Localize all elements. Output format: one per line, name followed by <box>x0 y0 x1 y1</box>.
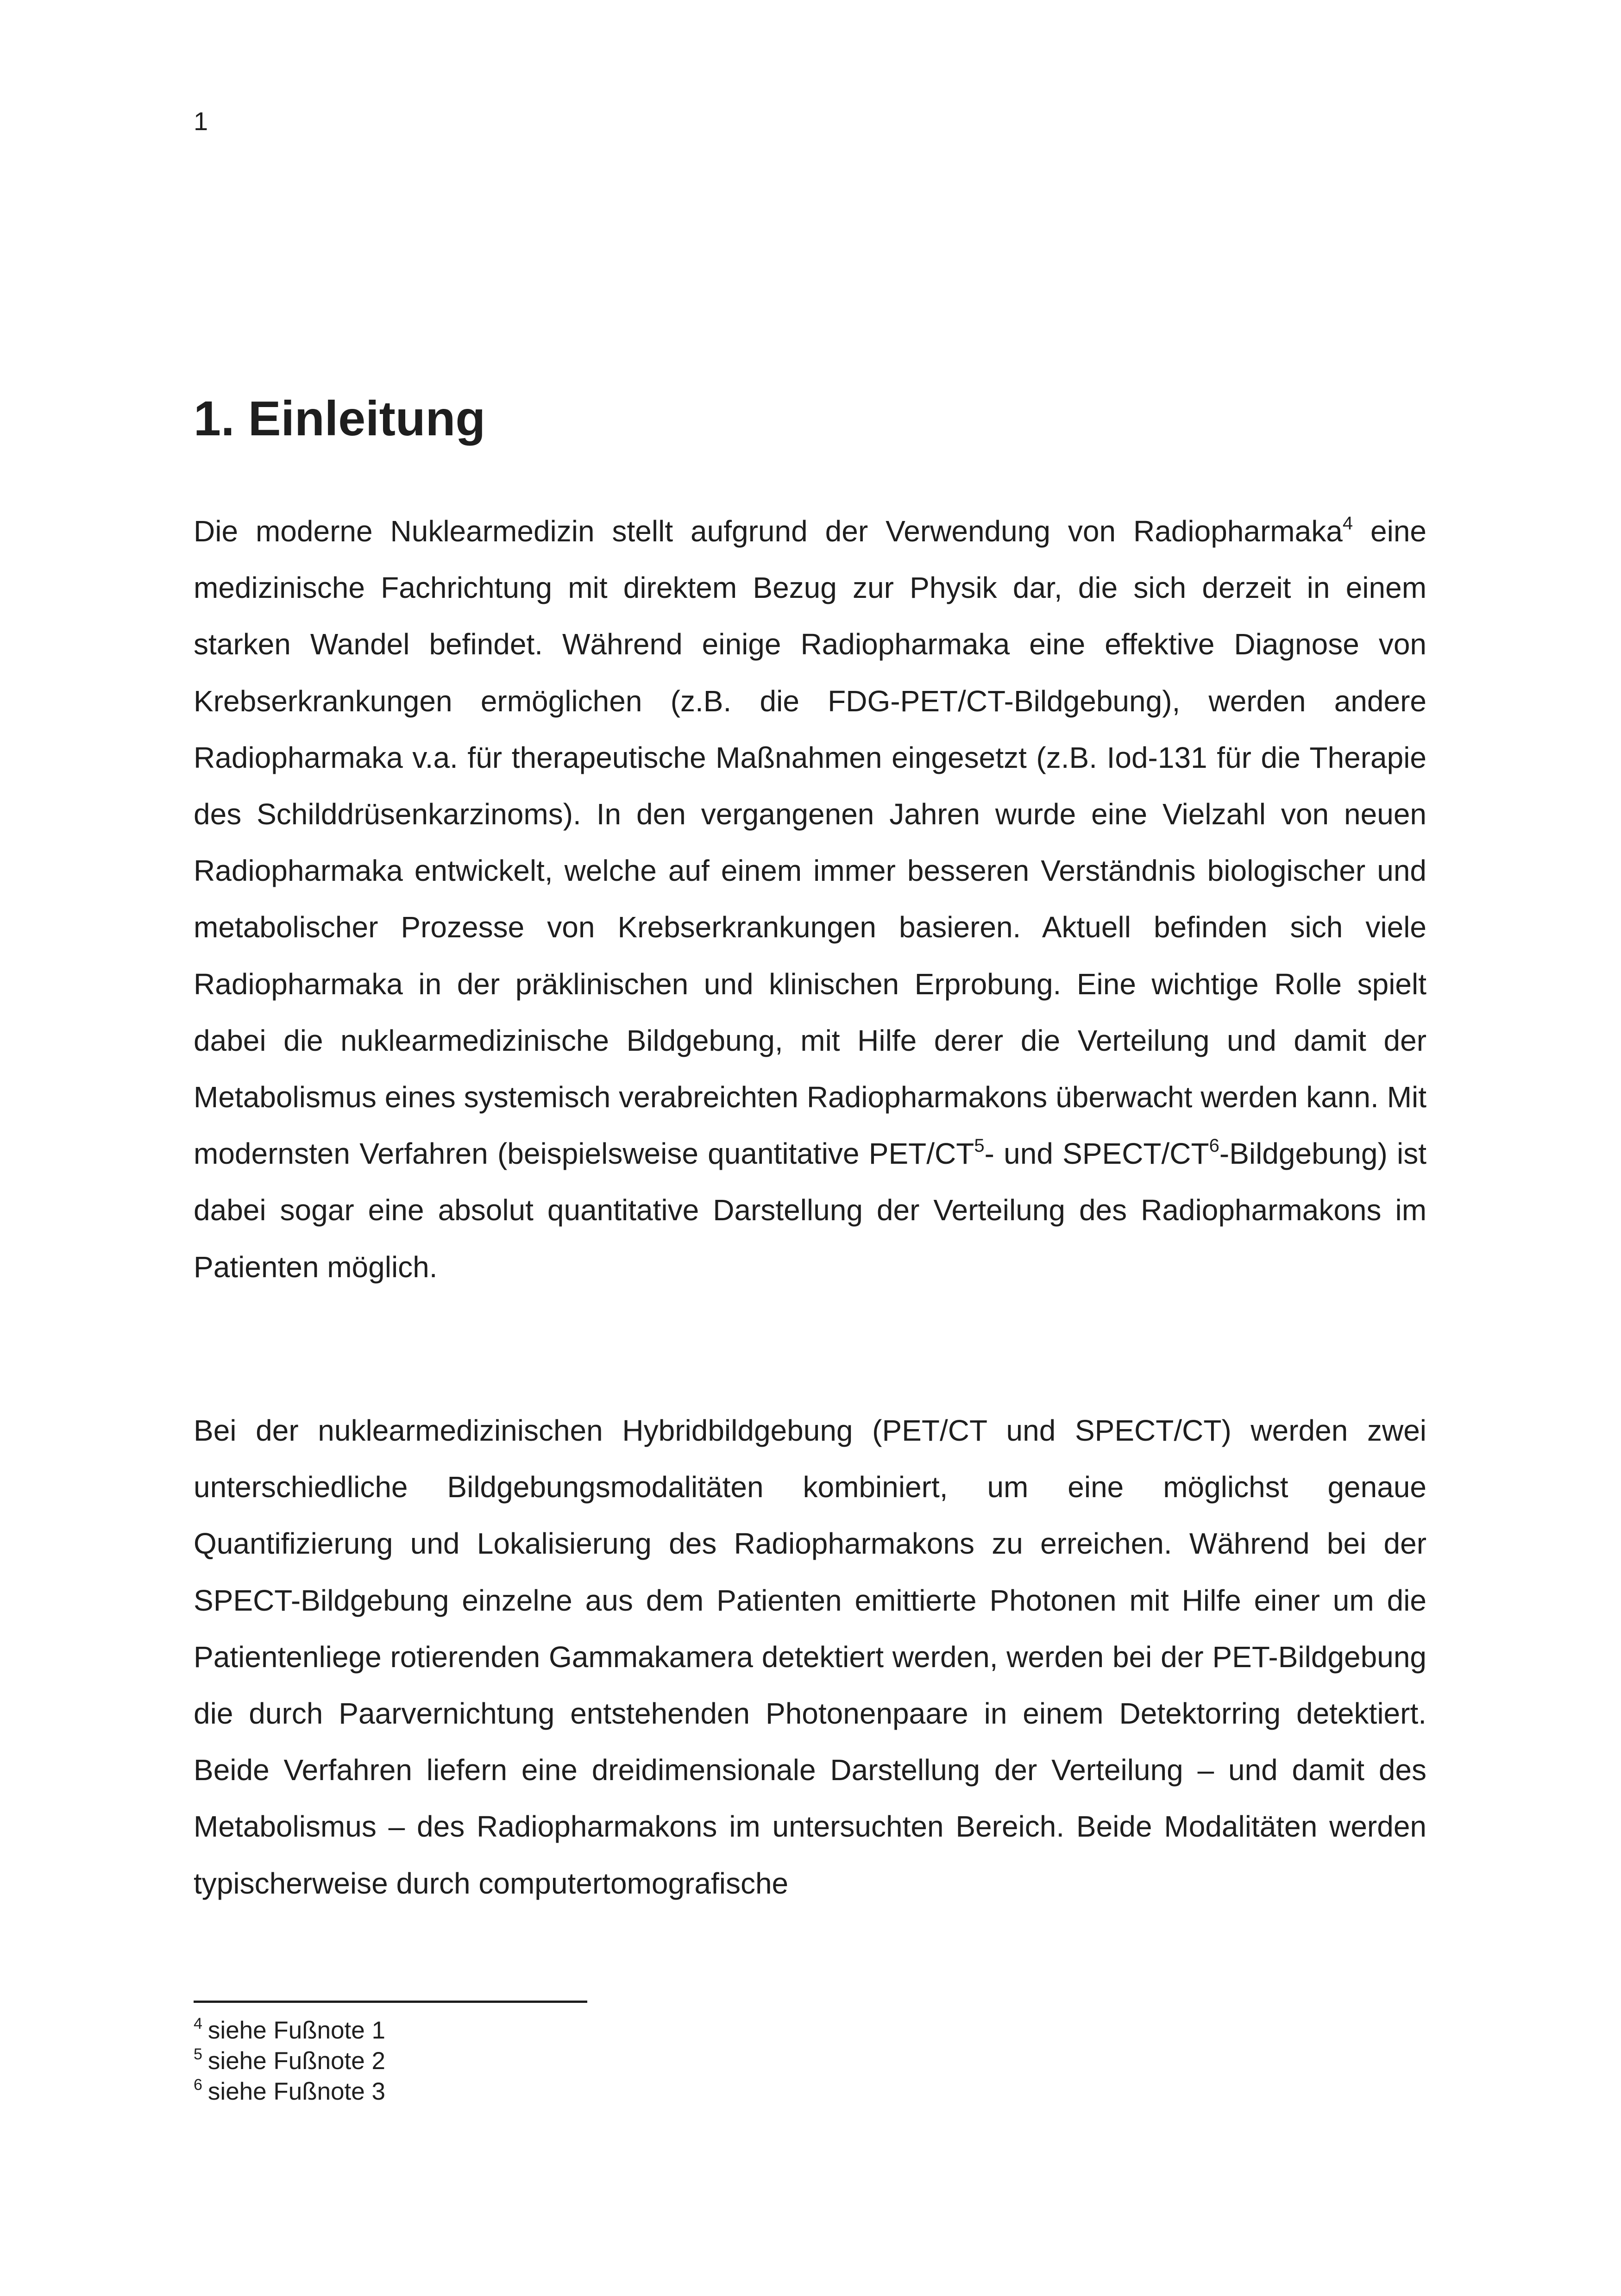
footnote-text: siehe Fußnote 2 <box>207 2047 385 2075</box>
footnote-5 <box>194 2046 385 2076</box>
footnote-ref-5: 5 <box>974 1135 985 1156</box>
footnote-separator <box>194 2001 587 2003</box>
section-heading: 1. Einleitung <box>194 391 486 446</box>
paragraph-intro <box>194 503 1426 1295</box>
footnote-6 <box>194 2076 385 2107</box>
footnote-number: 5 <box>194 2045 202 2064</box>
footnote-4 <box>194 2015 385 2046</box>
paragraph-intro-text-2: eine medizinische Fachrichtung mit direktem Bezug zur Physik dar, die sich derzeit in einem starken Wandel befindet. Während einige Radiopharmaka eine effektive Diagnose von Krebserkrankungen ermöglichen (z.B. die FDG-PET/CT-Bildgebung), werden andere Radiopharmaka v.a. für therapeutische Maßnahmen eingesetzt (z.B. Iod-131 für die Therapie des Schilddrüsenkarzinoms). In den vergangenen Jahren wurde eine Vielzahl von neuen Radiopharmaka entwickelt, welche auf einem immer besseren Verständnis biologischer und metabolischer Prozesse von Krebserkrankungen basieren. Aktuell befinden sich viele Radiopharmaka in der präklinischen und klinischen Erprobung. Eine wichtige Rolle spielt dabei die nuklearmedizinische Bildgebung, mit Hilfe derer die Verteilung und damit der Metabolismus eines systemisch verabreichten Radiopharmakons überwacht werden kann. Mit modernsten Verfahren (beispielsweise quantitative PET/CT <box>194 514 1427 1171</box>
page-number: 1 <box>194 107 208 136</box>
footnote-ref-6: 6 <box>1209 1135 1219 1156</box>
paragraph-intro-text-3: - und SPECT/CT <box>984 1137 1209 1171</box>
paragraph-hybrid-imaging: Bei der nuklearmedizinischen Hybridbildgebung (PET/CT und SPECT/CT) werden zwei unterschiedliche Bildgebungsmodalitäten kombiniert, um eine möglichst genaue Quantifizierung und Lokalisierung des Radiopharmakons zu erreichen. Während bei der SPECT-Bildgebung einzelne aus dem Patienten emittierte Photonen mit Hilfe einer um die Patientenliege rotierenden Gammakamera detektiert werden, werden bei der PET-Bildgebung die durch Paarvernichtung entstehenden Photonenpaare in einem Detektorring detektiert. Beide Verfahren liefern eine dreidimensionale Darstellung der Verteilung – und damit des Metabolismus – des Radiopharmakons im untersuchten Bereich. Beide Modalitäten werden typischerweise durch computertomografische <box>194 1414 1426 1900</box>
footnote-number: 4 <box>194 2015 202 2033</box>
footnote-text: siehe Fußnote 1 <box>207 2017 385 2044</box>
footnotes <box>194 2015 385 2107</box>
footnote-ref-4: 4 <box>1342 513 1353 533</box>
paragraph-intro-text-4: -Bildgebung) ist dabei sogar eine absolut quantitative Darstellung der Verteilung des Radiopharmakons im Patienten möglich. <box>194 1137 1427 1284</box>
footnote-text: siehe Fußnote 3 <box>207 2078 385 2105</box>
footnote-number: 6 <box>194 2076 202 2094</box>
paragraph-intro-text-1: Die moderne Nuklearmedizin stellt aufgrund der Verwendung von Radiopharmaka <box>194 514 1343 548</box>
